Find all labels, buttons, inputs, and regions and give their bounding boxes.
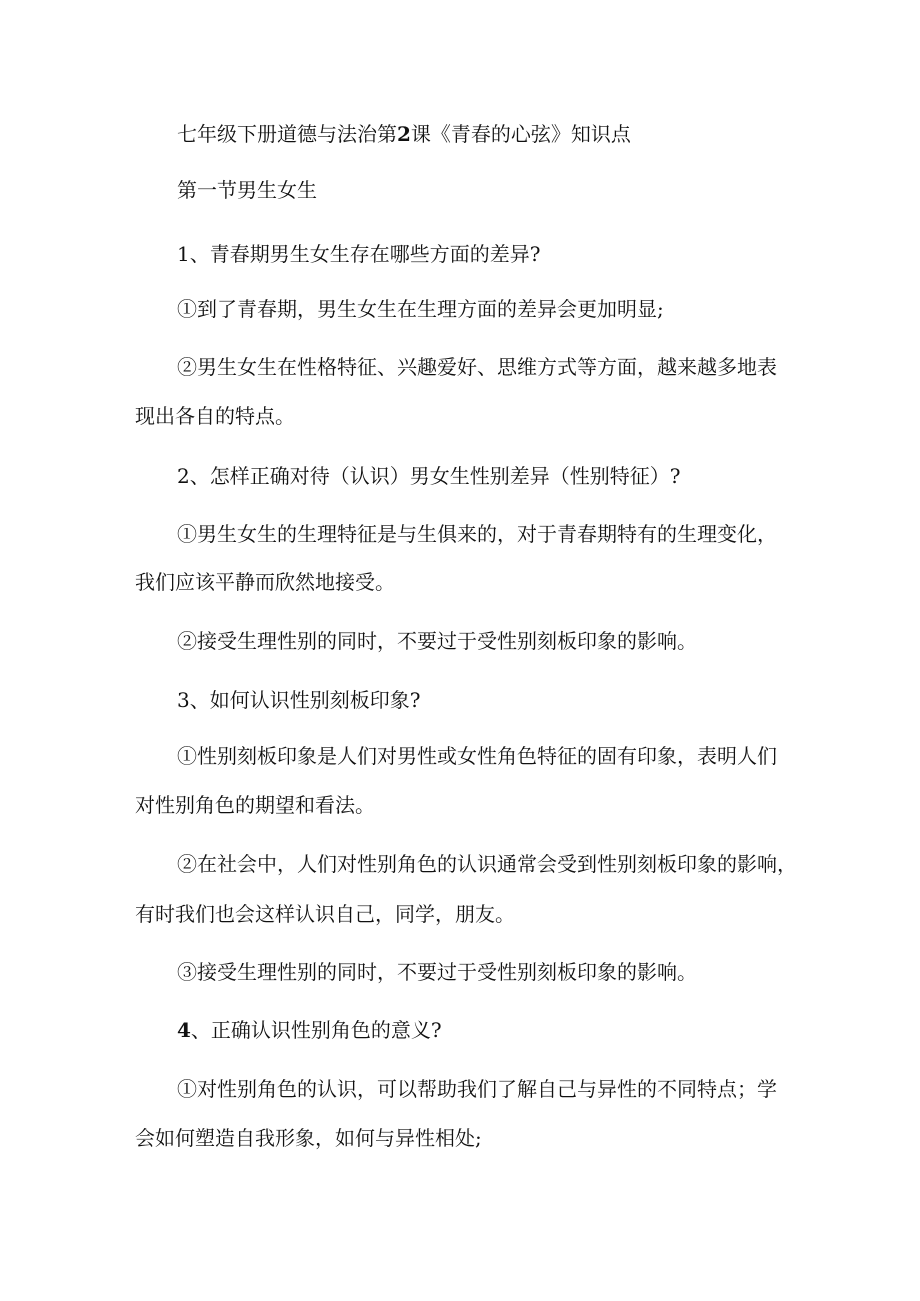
- title-prefix: 七年级下册道德与法治第: [177, 122, 397, 146]
- question-4: [0, 1016, 920, 1044]
- document-title: [0, 120, 920, 148]
- answer-3-2-line-2: 有时我们也会这样认识自己，同学，朋友。: [135, 902, 515, 926]
- title-suffix: 课《青春的心弦》知识点: [410, 122, 631, 146]
- question-3: 3、如何认识性别刻板印象?: [177, 688, 421, 712]
- answer-3-1-line-2: 对性别角色的期望和看法。: [135, 793, 375, 817]
- section-heading: 第一节男生女生: [177, 178, 317, 202]
- lesson-number: 2: [397, 122, 411, 146]
- answer-2-2: ②接受生理性别的同时，不要过于受性别刻板印象的影响。: [177, 629, 697, 653]
- answer-2-1-line-1: ①男生女生的生理特征是与生俱来的，对于青春期特有的生理变化，: [177, 522, 777, 546]
- answer-1-2-line-1: ②男生女生在性格特征、兴趣爱好、思维方式等方面，越来越多地表: [177, 355, 777, 379]
- question-1: 1、青春期男生女生存在哪些方面的差异?: [177, 242, 541, 266]
- answer-2-1-line-2: 我们应该平静而欣然地接受。: [135, 570, 395, 594]
- question-4-number: 4: [177, 1018, 191, 1042]
- answer-1-1: ①到了青春期，男生女生在生理方面的差异会更加明显;: [177, 297, 664, 321]
- answer-4-1-line-2: 会如何塑造自我形象，如何与异性相处;: [135, 1126, 482, 1150]
- answer-1-2-line-2: 现出各自的特点。: [135, 404, 295, 428]
- answer-3-2-line-1: ②在社会中，人们对性别角色的认识通常会受到性别刻板印象的影响，: [177, 852, 797, 876]
- answer-3-3: ③接受生理性别的同时，不要过于受性别刻板印象的影响。: [177, 960, 697, 984]
- answer-4-1-line-1: ①对性别角色的认识，可以帮助我们了解自己与异性的不同特点；学: [177, 1077, 777, 1101]
- answer-3-1-line-1: ①性别刻板印象是人们对男性或女性角色特征的固有印象，表明人们: [177, 744, 777, 768]
- question-4-text: 、正确认识性别角色的意义?: [190, 1018, 442, 1042]
- question-2: 2、怎样正确对待（认识）男女生性别差异（性别特征）?: [177, 464, 681, 488]
